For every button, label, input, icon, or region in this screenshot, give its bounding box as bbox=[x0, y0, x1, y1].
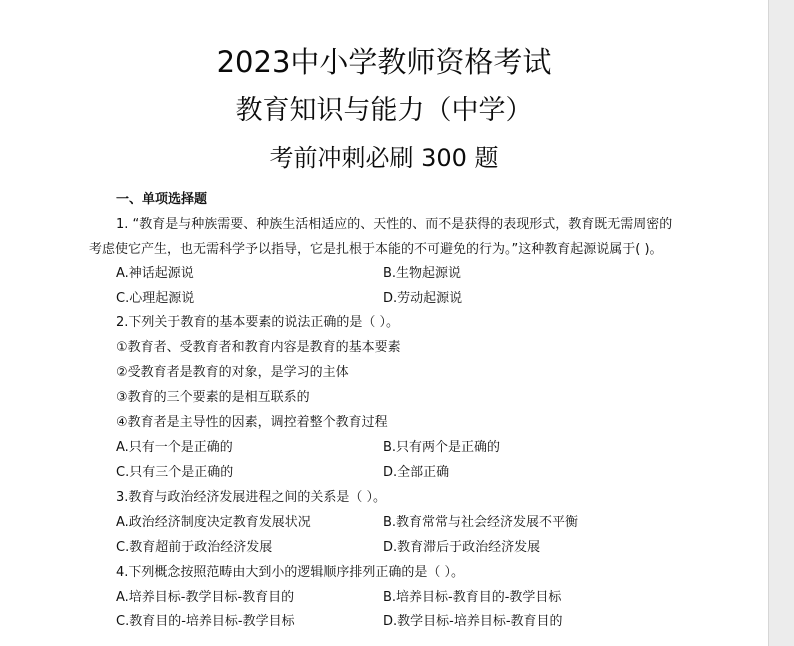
document-title-line1: 2023中小学教师资格考试 bbox=[216, 45, 552, 79]
question-3-stem: 3.教育与政治经济发展进程之间的关系是（ ）。 bbox=[116, 490, 387, 505]
question-2-statement-3: ③教育的三个要素的是相互联系的 bbox=[116, 390, 310, 405]
question-1-stem-line1: 1. “教育是与种族需要、种族生活相适应的、天性的、而不是获得的表现形式，教育既无需周密的 bbox=[116, 217, 673, 232]
question-4-option-b: B.培养目标-教育目的-教学目标 bbox=[383, 590, 562, 605]
question-2-option-d: D.全部正确 bbox=[383, 465, 450, 480]
question-1-stem-line2: 考虑使它产生，也无需科学予以指导，它是扎根于本能的不可避免的行为。”这种教育起源说属于( )。 bbox=[89, 242, 663, 257]
question-2-statement-1: ①教育者、受教育者和教育内容是教育的基本要素 bbox=[116, 340, 401, 355]
question-2-statement-2: ②受教育者是教育的对象，是学习的主体 bbox=[116, 365, 349, 380]
question-1-option-b: B.生物起源说 bbox=[383, 266, 462, 281]
question-3-option-a: A.政治经济制度决定教育发展状况 bbox=[116, 515, 311, 530]
question-2-option-a: A.只有一个是正确的 bbox=[116, 440, 233, 455]
viewer-side-gutter bbox=[769, 0, 794, 646]
question-2-stem: 2.下列关于教育的基本要素的说法正确的是（ ）。 bbox=[116, 315, 400, 330]
question-3-option-d: D.教育滞后于政治经济发展 bbox=[383, 540, 541, 555]
question-2-option-c: C.只有三个是正确的 bbox=[116, 465, 234, 480]
question-2-statement-4: ④教育者是主导性的因素，调控着整个教育过程 bbox=[116, 415, 388, 430]
question-4-stem: 4.下列概念按照范畴由大到小的逻辑顺序排列正确的是（ ）。 bbox=[116, 565, 465, 580]
question-4-option-a: A.培养目标-教学目标-教育目的 bbox=[116, 590, 295, 605]
document-title-line3: 考前冲刺必刷 300 题 bbox=[269, 144, 499, 172]
question-1-option-a: A.神话起源说 bbox=[116, 266, 194, 281]
question-3-option-b: B.教育常常与社会经济发展不平衡 bbox=[383, 515, 579, 530]
document-title-line2: 教育知识与能力（中学） bbox=[235, 95, 533, 126]
question-3-option-c: C.教育超前于政治经济发展 bbox=[116, 540, 273, 555]
question-4-option-d: D.教学目标-培养目标-教育目的 bbox=[383, 614, 563, 629]
question-1-option-d: D.劳动起源说 bbox=[383, 291, 463, 306]
section-heading: 一、单项选择题 bbox=[116, 192, 208, 207]
question-2-option-b: B.只有两个是正确的 bbox=[383, 440, 501, 455]
question-4-option-c: C.教育目的-培养目标-教学目标 bbox=[116, 614, 295, 629]
question-1-option-c: C.心理起源说 bbox=[116, 291, 195, 306]
